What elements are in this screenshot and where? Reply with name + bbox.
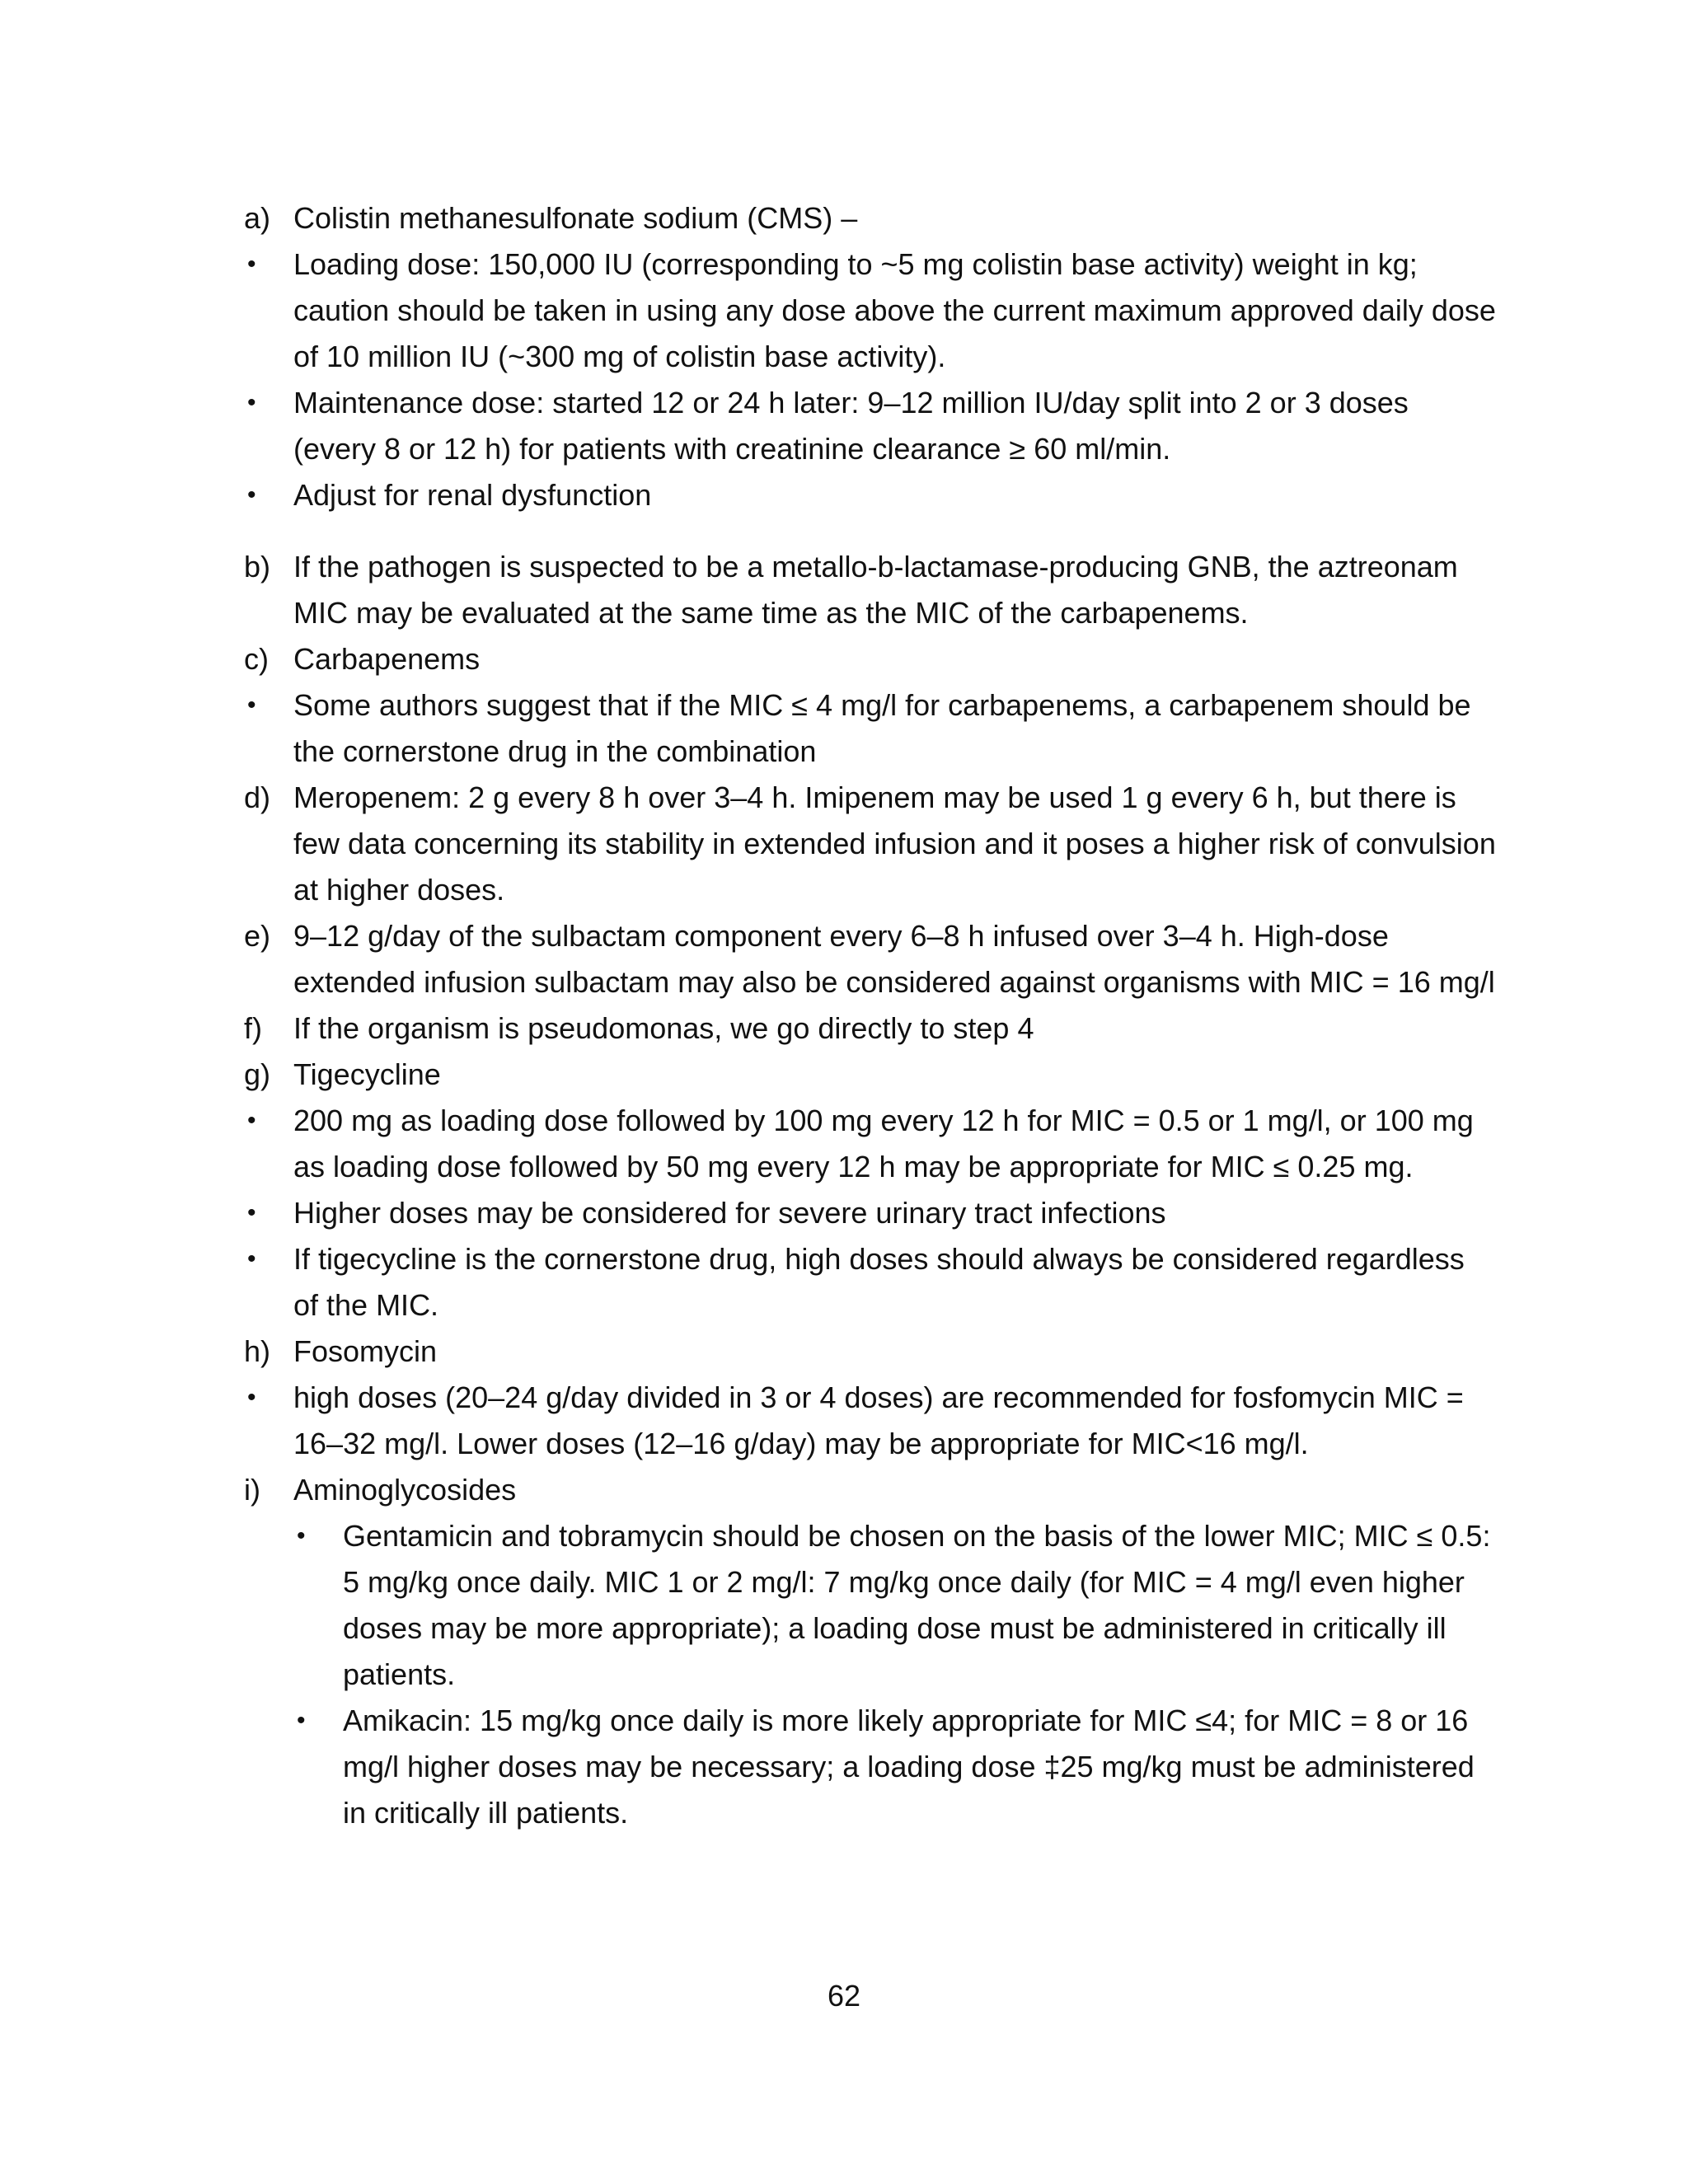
list-item-text: Meropenem: 2 g every 8 h over 3–4 h. Imipenem may be used 1 g every 6 h, but there is few data concerning its stability in extended infusion and it poses a higher risk of convulsion at higher doses. <box>293 780 1496 907</box>
list-item-text: Aminoglycosides <box>293 1473 517 1507</box>
list-marker: d) <box>244 780 271 814</box>
list-item-a-colistin <box>244 195 1497 241</box>
list-item-f-pseudomonas <box>244 1005 1497 1052</box>
list-item-text: 9–12 g/day of the sulbactam component every 6–8 h infused over 3–4 h. High-dose extended infusion sulbactam may also be considered against organisms with MIC = 16 mg/l <box>293 919 1495 999</box>
bullet-icon: • <box>247 251 256 278</box>
list-marker: a) <box>244 201 271 235</box>
list-item-c-carbapenems <box>244 636 1497 682</box>
list-item-text: Loading dose: 150,000 IU (corresponding to ~5 mg colistin base activity) weight in kg; caution should be taken in using any dose above the current maximum approved daily dose of 10 million IU (~300 mg of colistin base activity). <box>293 247 1496 373</box>
bullet-icon: • <box>247 1199 256 1226</box>
bullet-item-carbapenem-mic <box>244 682 1497 775</box>
list-item-text: high doses (20–24 g/day divided in 3 or 4 doses) are recommended for fosfomycin MIC = 16–32 mg/l. Lower doses (12–16 g/day) may be appropriate for MIC<16 mg/l. <box>293 1380 1464 1460</box>
bullet-icon: • <box>247 691 256 719</box>
nested-bullet-item-amikacin <box>244 1698 1497 1836</box>
bullet-icon: • <box>297 1707 306 1734</box>
page-content <box>244 195 1497 1836</box>
list-item-text: Carbapenems <box>293 642 481 676</box>
bullet-item-fosfomycin-dose <box>244 1375 1497 1467</box>
list-marker: f) <box>244 1011 262 1045</box>
bullet-icon: • <box>247 1107 256 1134</box>
list-item-text: Fosomycin <box>293 1334 438 1368</box>
bullet-item-tigecycline-cornerstone <box>244 1236 1497 1329</box>
list-item-b-aztreonam <box>244 544 1497 636</box>
bullet-item-urinary <box>244 1190 1497 1236</box>
list-item-h-fosomycin <box>244 1329 1497 1375</box>
list-marker: g) <box>244 1057 271 1091</box>
list-item-e-sulbactam <box>244 913 1497 1005</box>
list-item-text: Amikacin: 15 mg/kg once daily is more likely appropriate for MIC ≤4; for MIC = 8 or 16 mg/l higher doses may be necessary; a loading dose ‡25 mg/kg must be administered in critically ill patients. <box>343 1704 1475 1830</box>
list-marker: i) <box>244 1473 260 1507</box>
list-marker: c) <box>244 642 269 676</box>
list-item-text: 200 mg as loading dose followed by 100 mg every 12 h for MIC = 0.5 or 1 mg/l, or 100 mg as loading dose followed by 50 mg every 12 h may be appropriate for MIC ≤ 0.25 mg. <box>293 1104 1474 1183</box>
bullet-item-renal <box>244 472 1497 518</box>
list-marker: b) <box>244 550 271 583</box>
bullet-icon: • <box>247 1384 256 1411</box>
list-item-text: Colistin methanesulfonate sodium (CMS) – <box>293 201 858 235</box>
list-item-text: Maintenance dose: started 12 or 24 h later: 9–12 million IU/day split into 2 or 3 doses (every 8 or 12 h) for patients with creatinine clearance ≥ 60 ml/min. <box>293 386 1409 466</box>
bullet-icon: • <box>247 389 256 416</box>
list-item-g-tigecycline <box>244 1052 1497 1098</box>
list-item-text: Adjust for renal dysfunction <box>293 478 652 512</box>
bullet-icon: • <box>297 1522 306 1549</box>
bullet-icon: • <box>247 481 256 509</box>
bullet-item-maintenance-dose <box>244 380 1497 472</box>
list-item-text: Some authors suggest that if the MIC ≤ 4 mg/l for carbapenems, a carbapenem should be the cornerstone drug in the combination <box>293 688 1471 768</box>
list-marker: h) <box>244 1334 271 1368</box>
nested-bullet-item-gentamicin <box>244 1513 1497 1698</box>
page-number: 62 <box>827 1979 861 2013</box>
bullet-item-tigecycline-dose <box>244 1098 1497 1190</box>
list-item-text: If tigecycline is the cornerstone drug, high doses should always be considered regardless of the MIC. <box>293 1242 1465 1322</box>
list-item-text: If the organism is pseudomonas, we go directly to step 4 <box>293 1011 1034 1045</box>
list-item-text: If the pathogen is suspected to be a metallo-b-lactamase-producing GNB, the aztreonam MIC may be evaluated at the same time as the MIC of the carbapenems. <box>293 550 1458 630</box>
bullet-item-loading-dose <box>244 241 1497 380</box>
list-marker: e) <box>244 919 271 953</box>
list-item-text: Higher doses may be considered for severe urinary tract infections <box>293 1196 1166 1230</box>
list-item-text: Tigecycline <box>293 1057 441 1091</box>
bullet-icon: • <box>247 1245 256 1272</box>
list-item-text: Gentamicin and tobramycin should be chosen on the basis of the lower MIC; MIC ≤ 0.5: 5 mg/kg once daily. MIC 1 or 2 mg/l: 7 mg/kg once daily (for MIC = 4 mg/l even higher doses may be more appropriate); a loading dose must be administered in critically ill patients. <box>343 1519 1491 1691</box>
list-item-i-aminoglycosides <box>244 1467 1497 1513</box>
list-item-d-meropenem <box>244 775 1497 913</box>
